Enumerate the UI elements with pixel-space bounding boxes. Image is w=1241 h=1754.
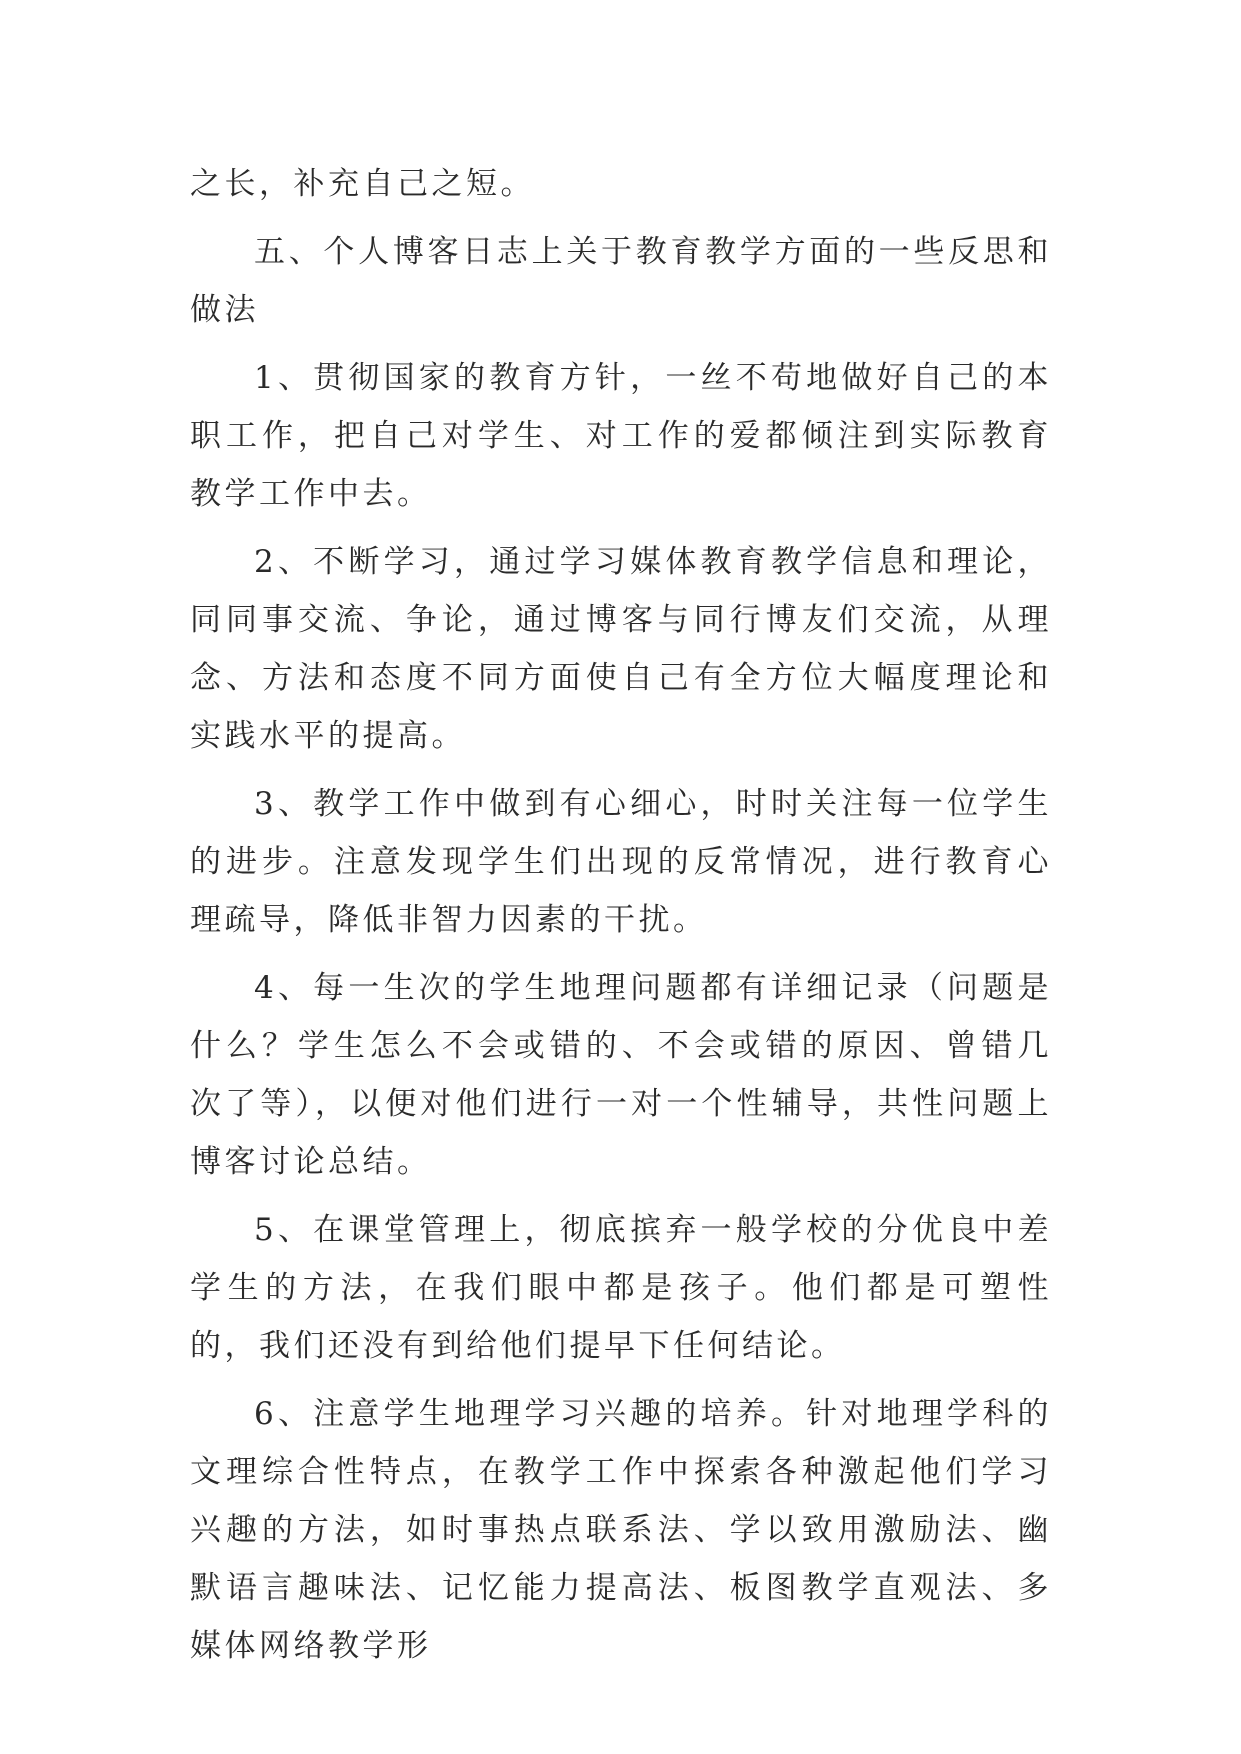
paragraph-item-6: 6、注意学生地理学习兴趣的培养。针对地理学科的文理综合性特点，在教学工作中探索各种激起他们学习兴趣的方法，如时事热点联系法、学以致用激励法、幽默语言趣味法、记忆能力提高法、板图教学直观法、多媒体网络教学形 <box>190 1396 1052 1664</box>
paragraph-item-5: 5、在课堂管理上，彻底摈弃一般学校的分优良中差学生的方法，在我们眼中都是孩子。他们都是可塑性的，我们还没有到给他们提早下任何结论。 <box>190 1212 1052 1364</box>
section-heading-five: 五、个人博客日志上关于教育教学方面的一些反思和做法 <box>190 234 1052 328</box>
paragraph-continuation: 之长，补充自己之短。 <box>190 166 535 202</box>
paragraph-item-2: 2、不断学习，通过学习媒体教育教学信息和理论，同同事交流、争论，通过博客与同行博友们交流，从理念、方法和态度不同方面使自己有全方位大幅度理论和实践水平的提高。 <box>190 544 1052 754</box>
document-body <box>190 155 1052 1685</box>
paragraph-item-1: 1、贯彻国家的教育方针，一丝不苟地做好自己的本职工作，把自己对学生、对工作的爱都倾注到实际教育教学工作中去。 <box>190 360 1052 512</box>
paragraph-item-4: 4、每一生次的学生地理问题都有详细记录（问题是什么？学生怎么不会或错的、不会或错的原因、曾错几次了等），以便对他们进行一对一个性辅导，共性问题上博客讨论总结。 <box>190 970 1052 1180</box>
paragraph-item-3: 3、教学工作中做到有心细心，时时关注每一位学生的进步。注意发现学生们出现的反常情况，进行教育心理疏导，降低非智力因素的干扰。 <box>190 786 1052 938</box>
